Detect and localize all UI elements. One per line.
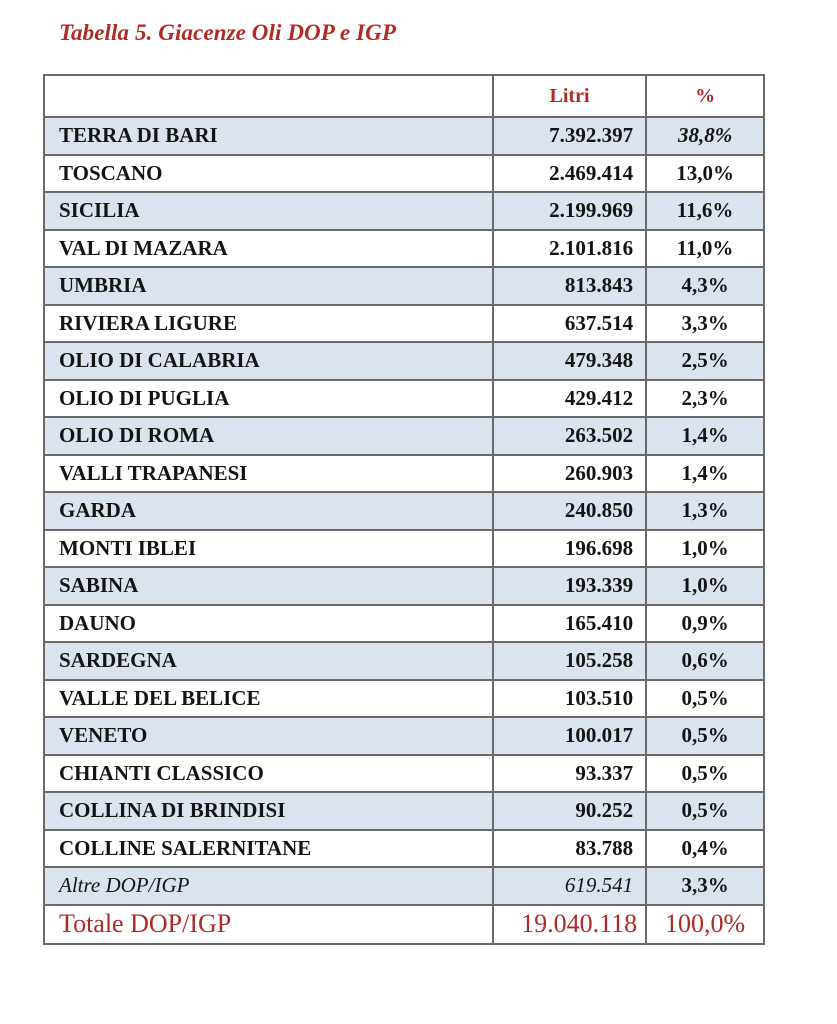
table-row — [44, 342, 764, 380]
cell-name: Totale DOP/IGP — [44, 905, 493, 944]
cell-name: VALLE DEL BELICE — [44, 680, 493, 718]
header-percent: % — [646, 75, 764, 117]
cell-litri: 103.510 — [493, 680, 646, 718]
header-name — [44, 75, 493, 117]
cell-name: COLLINA DI BRINDISI — [44, 792, 493, 830]
cell-litri: 619.541 — [493, 867, 646, 905]
cell-name: UMBRIA — [44, 267, 493, 305]
cell-name: SARDEGNA — [44, 642, 493, 680]
table-row — [44, 717, 764, 755]
cell-litri: 100.017 — [493, 717, 646, 755]
cell-litri: 813.843 — [493, 267, 646, 305]
cell-litri: 2.101.816 — [493, 230, 646, 268]
cell-litri: 19.040.118 — [493, 905, 646, 944]
cell-percent: 0,5% — [646, 680, 764, 718]
cell-name: SICILIA — [44, 192, 493, 230]
cell-name: SABINA — [44, 567, 493, 605]
table-row — [44, 305, 764, 343]
table-row — [44, 155, 764, 193]
table-row — [44, 117, 764, 155]
table-row — [44, 380, 764, 418]
cell-percent: 11,0% — [646, 230, 764, 268]
cell-litri: 196.698 — [493, 530, 646, 568]
cell-percent: 2,5% — [646, 342, 764, 380]
cell-percent: 2,3% — [646, 380, 764, 418]
cell-litri: 263.502 — [493, 417, 646, 455]
cell-percent: 0,5% — [646, 755, 764, 793]
cell-litri: 90.252 — [493, 792, 646, 830]
cell-percent: 1,0% — [646, 530, 764, 568]
cell-litri: 83.788 — [493, 830, 646, 868]
other-row — [44, 867, 764, 905]
cell-name: VAL DI MAZARA — [44, 230, 493, 268]
table-row — [44, 605, 764, 643]
cell-percent: 3,3% — [646, 867, 764, 905]
cell-percent: 11,6% — [646, 192, 764, 230]
cell-percent: 0,5% — [646, 717, 764, 755]
cell-percent: 0,9% — [646, 605, 764, 643]
table-row — [44, 830, 764, 868]
cell-name: COLLINE SALERNITANE — [44, 830, 493, 868]
table-row — [44, 792, 764, 830]
cell-name: MONTI IBLEI — [44, 530, 493, 568]
cell-litri: 7.392.397 — [493, 117, 646, 155]
table-body — [44, 75, 764, 944]
table-row — [44, 267, 764, 305]
cell-percent: 1,3% — [646, 492, 764, 530]
cell-percent: 100,0% — [646, 905, 764, 944]
cell-litri: 240.850 — [493, 492, 646, 530]
cell-litri: 2.469.414 — [493, 155, 646, 193]
header-litri: Litri — [493, 75, 646, 117]
cell-percent: 13,0% — [646, 155, 764, 193]
cell-name: OLIO DI PUGLIA — [44, 380, 493, 418]
cell-litri: 105.258 — [493, 642, 646, 680]
table-row — [44, 492, 764, 530]
cell-percent: 4,3% — [646, 267, 764, 305]
table-row — [44, 192, 764, 230]
cell-name: TOSCANO — [44, 155, 493, 193]
cell-percent: 38,8% — [646, 117, 764, 155]
cell-name: Altre DOP/IGP — [44, 867, 493, 905]
table-title: Tabella 5. Giacenze Oli DOP e IGP — [59, 20, 396, 45]
cell-percent: 1,4% — [646, 455, 764, 493]
cell-name: OLIO DI ROMA — [44, 417, 493, 455]
table-row — [44, 417, 764, 455]
cell-litri: 93.337 — [493, 755, 646, 793]
cell-percent: 1,4% — [646, 417, 764, 455]
cell-litri: 193.339 — [493, 567, 646, 605]
cell-percent: 0,4% — [646, 830, 764, 868]
table-row — [44, 755, 764, 793]
cell-litri: 479.348 — [493, 342, 646, 380]
table-row — [44, 567, 764, 605]
table-row — [44, 642, 764, 680]
total-row — [44, 905, 764, 944]
cell-litri: 429.412 — [493, 380, 646, 418]
cell-name: RIVIERA LIGURE — [44, 305, 493, 343]
cell-name: VENETO — [44, 717, 493, 755]
cell-percent: 1,0% — [646, 567, 764, 605]
cell-name: OLIO DI CALABRIA — [44, 342, 493, 380]
table-row — [44, 455, 764, 493]
table-row — [44, 530, 764, 568]
cell-litri: 260.903 — [493, 455, 646, 493]
cell-name: DAUNO — [44, 605, 493, 643]
cell-name: CHIANTI CLASSICO — [44, 755, 493, 793]
table-header-row — [44, 75, 764, 117]
cell-percent: 0,5% — [646, 792, 764, 830]
cell-name: VALLI TRAPANESI — [44, 455, 493, 493]
cell-percent: 0,6% — [646, 642, 764, 680]
table-row — [44, 680, 764, 718]
cell-name: GARDA — [44, 492, 493, 530]
cell-litri: 2.199.969 — [493, 192, 646, 230]
stock-table — [43, 74, 765, 945]
cell-name: TERRA DI BARI — [44, 117, 493, 155]
cell-litri: 165.410 — [493, 605, 646, 643]
table-row — [44, 230, 764, 268]
cell-litri: 637.514 — [493, 305, 646, 343]
cell-percent: 3,3% — [646, 305, 764, 343]
